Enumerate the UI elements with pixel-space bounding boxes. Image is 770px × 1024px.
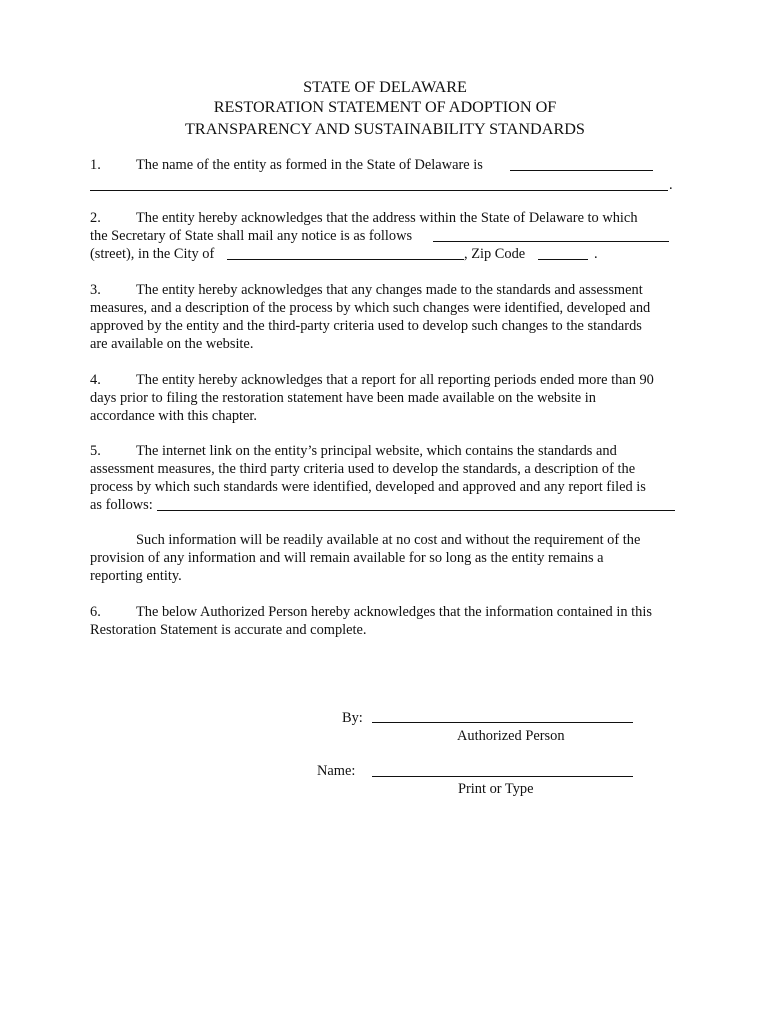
section-4-line-1 (90, 371, 654, 389)
section-5-number: 5. (90, 443, 101, 459)
entity-name-field[interactable] (510, 170, 653, 171)
title-line-3: TRANSPARENCY AND SUSTAINABILITY STANDARDS (185, 120, 585, 138)
entity-name-field-continued[interactable] (90, 190, 668, 191)
section-1-line-1 (90, 156, 483, 174)
section-3-line-4: are available on the website. (90, 336, 254, 352)
section-2-line-2 (90, 227, 412, 245)
section-4-number: 4. (90, 372, 101, 388)
print-or-type-caption: Print or Type (458, 781, 534, 797)
section-4-line-3: accordance with this chapter. (90, 408, 258, 424)
section-2-line-1 (90, 209, 638, 227)
section-3-line-2: measures, and a description of the process by which such changes were identified, developed and (90, 300, 651, 316)
section-1-number: 1. (90, 157, 101, 173)
section-3-text-1: The entity hereby acknowledges that any changes made to the standards and assessment (136, 282, 643, 298)
section-4-text-1: The entity hereby acknowledges that a report for all reporting periods ended more than 90 (136, 372, 654, 388)
section-6-line-2: Restoration Statement is accurate and complete. (90, 622, 367, 638)
signature-field[interactable] (372, 722, 633, 723)
title-line-1: STATE OF DELAWARE (303, 78, 467, 96)
section-3-line-1 (90, 281, 643, 299)
section-3-line-3: approved by the entity and the third-party criteria used to develop such changes to the standards (90, 318, 642, 334)
availability-line-1: Such information will be readily available at no cost and without the requirement of the (136, 532, 641, 548)
name-label: Name: (317, 763, 356, 779)
section-2-text-1: The entity hereby acknowledges that the address within the State of Delaware to which (136, 210, 638, 226)
city-field[interactable] (227, 259, 464, 260)
section-1-text: The name of the entity as formed in the State of Delaware is (136, 157, 483, 173)
section-3-number: 3. (90, 282, 101, 298)
section-2-line-3 (90, 245, 214, 263)
section-4-line-2: days prior to filing the restoration statement have been made available on the website in (90, 390, 596, 406)
section-6-text-1: The below Authorized Person hereby acknowledges that the information contained in this (136, 604, 652, 620)
website-link-field[interactable] (157, 510, 675, 511)
section-2-number: 2. (90, 210, 101, 226)
section-6-number: 6. (90, 604, 101, 620)
availability-line-3: reporting entity. (90, 568, 182, 584)
by-label: By: (342, 710, 363, 726)
section-5-line-2: assessment measures, the third party criteria used to develop the standards, a description of the (90, 461, 636, 477)
authorized-person-caption: Authorized Person (457, 728, 565, 744)
section-1-end-mark: . (669, 177, 673, 193)
zip-code-label: , Zip Code (464, 246, 526, 262)
section-6-line-1 (90, 603, 652, 621)
section-5-line-4: as follows: (90, 497, 153, 513)
zip-code-field[interactable] (538, 259, 588, 260)
printed-name-field[interactable] (372, 776, 633, 777)
section-5-line-3: process by which such standards were identified, developed and approved and any report filed is (90, 479, 646, 495)
section-2-end-mark: . (594, 246, 598, 262)
title-line-2: RESTORATION STATEMENT OF ADOPTION OF (213, 98, 557, 116)
section-5-text-1: The internet link on the entity’s principal website, which contains the standards and (136, 443, 617, 459)
availability-line-2: provision of any information and will remain available for so long as the entity remains a (90, 550, 604, 566)
section-5-line-1 (90, 442, 617, 460)
section-2-text-3a: (street), in the City of (90, 246, 215, 262)
section-2-text-2: the Secretary of State shall mail any notice is as follows (90, 228, 413, 244)
street-address-field[interactable] (433, 241, 669, 242)
